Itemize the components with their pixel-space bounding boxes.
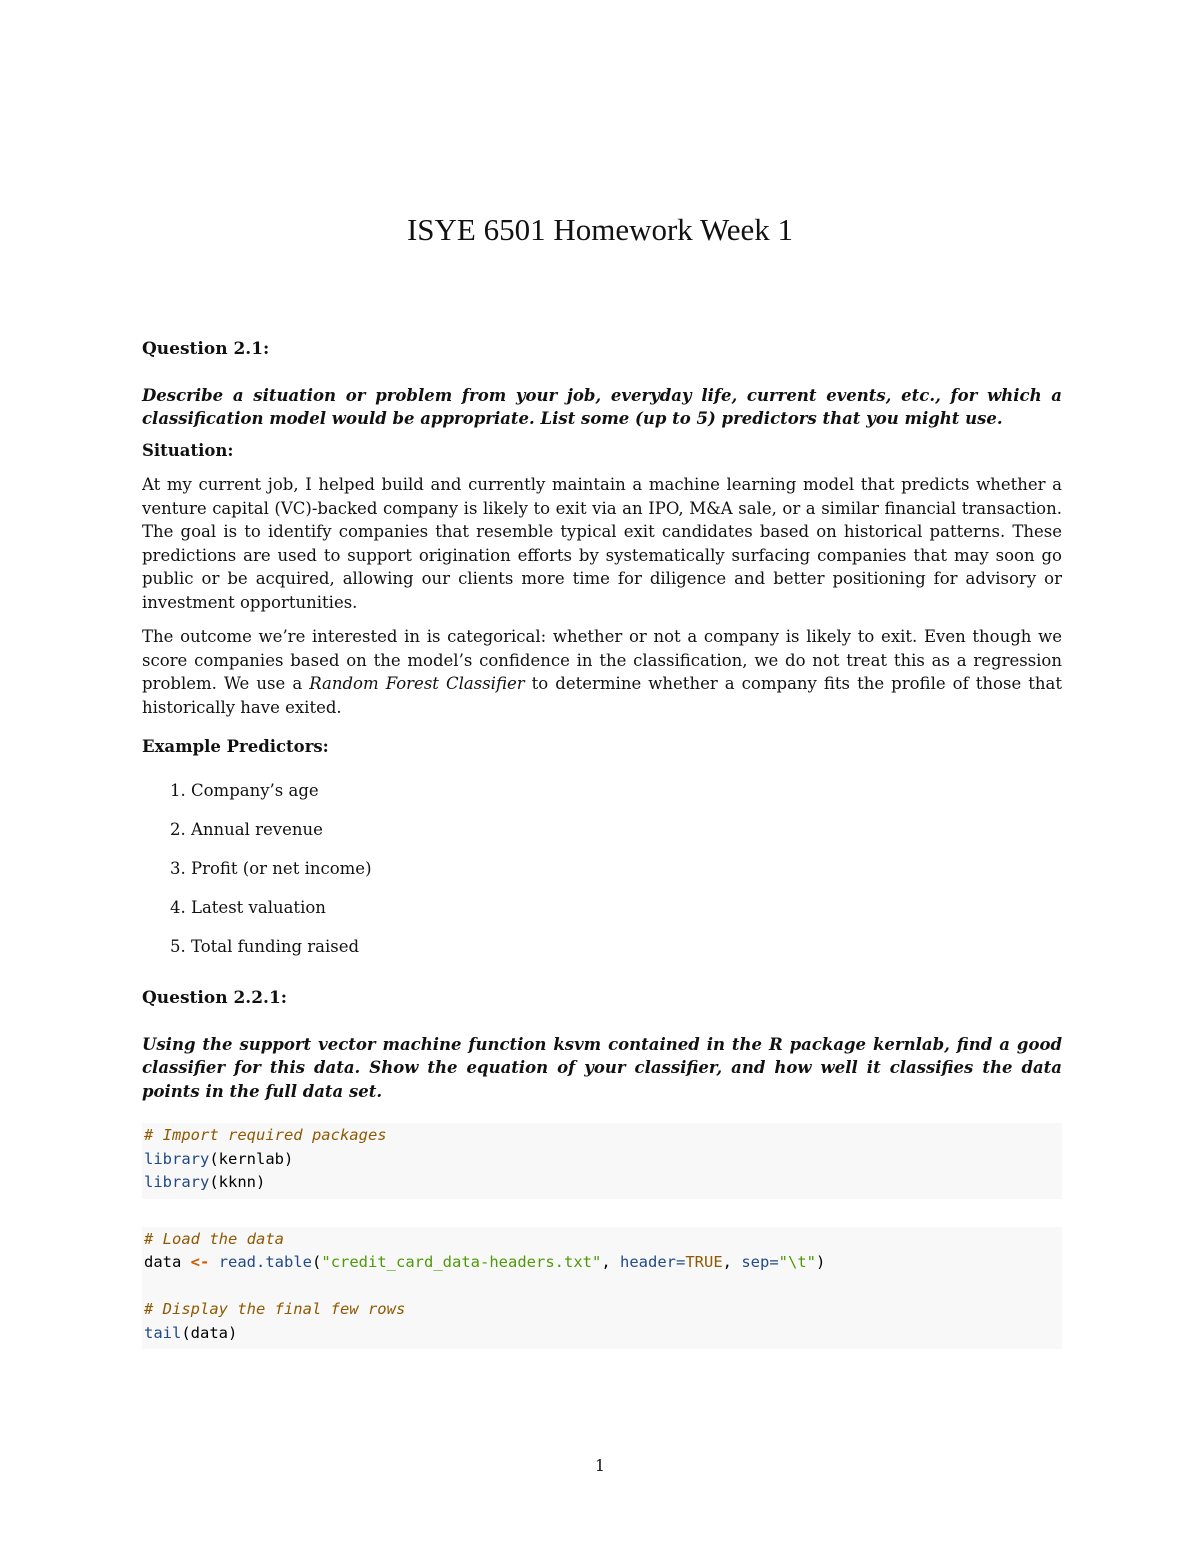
code-argument-name: sep= [741,1253,779,1271]
code-paren: ) [815,1253,826,1271]
document-title: ISYE 6501 Homework Week 1 [406,212,794,247]
situation-paragraph-1: At my current job, I helped build and currently maintain a machine learning model that predicts whether a venture capital (VC)-backed company is likely to exit via an IPO, M&A sale, or a similar financial transaction. The goal is to identify companies that resemble typical exit candidates based on historical patterns. These predictions are used to support origination efforts by systematically surfacing companies that may soon go public or be acquired, allowing our clients more time for diligence and better positioning for advisory or investment opportunities. [142,475,1062,612]
code-constant: TRUE [685,1253,723,1271]
code-function: read.table [218,1253,313,1271]
code-comment: # Display the final few rows [144,1300,406,1318]
code-function: tail [144,1323,182,1342]
predictors-heading: Example Predictors: [142,737,329,756]
paragraph-2-text-end: to determine whether a company fits the profile of those that historically have exited. [142,674,1062,717]
situation-paragraph-2 [142,625,1062,719]
code-block-imports [142,1123,1062,1199]
code-paren: ( [312,1253,322,1271]
code-comment: # Import required packages [144,1126,387,1144]
predictors-list [142,779,1062,959]
code-function: library [144,1149,210,1168]
code-block-load-data [142,1227,1062,1350]
code-comma: , [722,1253,742,1271]
list-item: 5. Total funding raised [191,935,1062,959]
random-forest-emphasis: Random Forest Classifier [309,674,525,693]
page-number: 1 [594,1456,606,1475]
question-2-1-heading: Question 2.1: [142,339,270,359]
list-item: 1. Company’s age [191,779,1062,803]
list-item: 2. Annual revenue [191,818,1062,842]
question-2-2-1-prompt: Using the support vector machine function ksvm contained in the R package kernlab, find a good classifier for this data. Show the equation of your classifier, and how well it classifies the data points in the full data set. [142,1034,1062,1101]
list-item: 4. Latest valuation [191,896,1062,920]
situation-heading: Situation: [142,440,234,460]
list-item: 3. Profit (or net income) [191,857,1062,881]
question-2-1-prompt: Describe a situation or problem from your job, everyday life, current events, etc., for which a classification model would be appropriate. List some (up to 5) predictors that you might use. [142,385,1062,428]
code-string: "credit_card_data-headers.txt" [321,1253,602,1271]
code-function: library [144,1173,210,1191]
code-comment: # Load the data [144,1229,284,1248]
code-argument: (data) [181,1323,238,1342]
code-variable: data [144,1253,191,1271]
code-argument: (kernlab) [209,1149,294,1168]
code-string: "\t" [778,1253,816,1271]
code-argument: (kknn) [209,1173,266,1191]
document-body [142,338,1062,1349]
question-2-2-1-heading: Question 2.2.1: [142,988,288,1008]
code-comma: , [601,1253,620,1271]
code-assign-operator: <- [190,1253,210,1271]
code-argument-name: header= [620,1253,686,1271]
paragraph-2-text-start: The outcome we’re interested in is categorical: whether or not a company is likely to exit. Even though we score companies based on the model’s confidence in the classification, we do not treat this as a regression problem. We use a [142,627,1062,693]
